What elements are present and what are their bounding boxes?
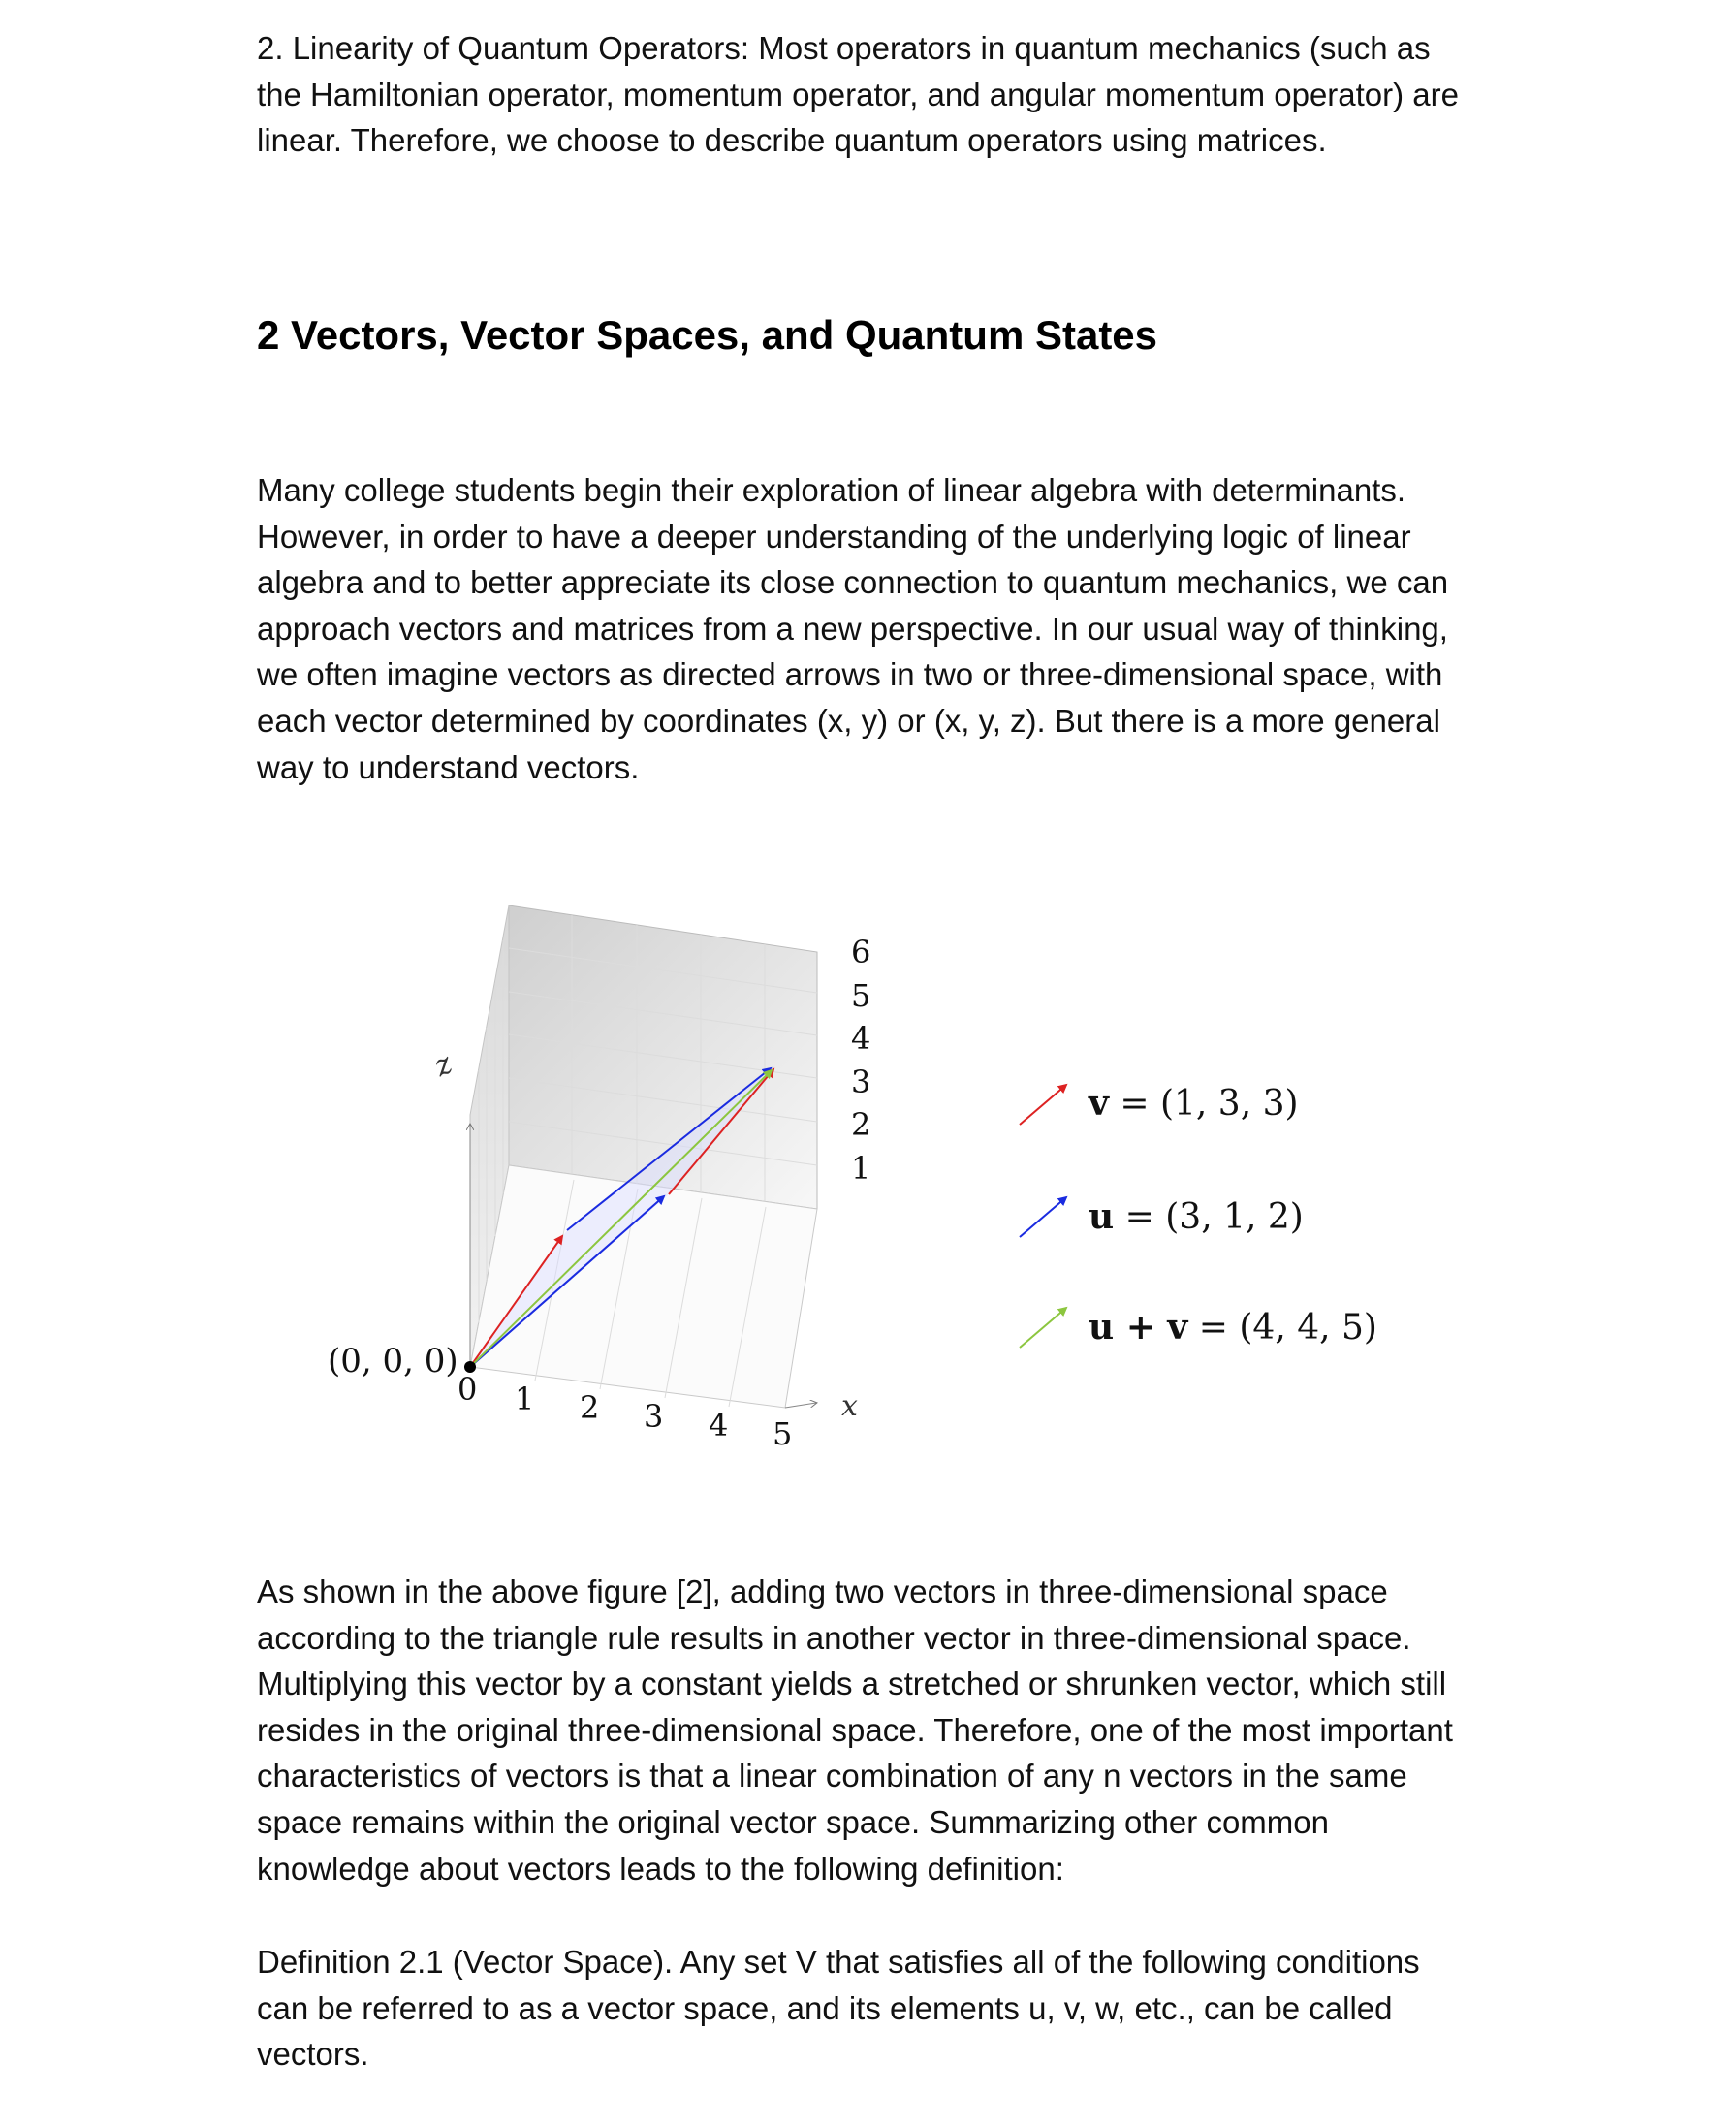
text-line: As shown in the above figure [2], adding two vectors in three-dimensional space <box>257 1573 1388 1609</box>
vector-addition-figure <box>291 892 1405 1474</box>
text-line: linear. Therefore, we choose to describe quantum operators using matrices. <box>257 122 1327 159</box>
text-line: resides in the original three-dimensional space. Therefore, one of the most important <box>257 1711 1453 1748</box>
legend-label-sum: u + v = (4, 4, 5) <box>1089 1307 1377 1348</box>
y-tick-labels <box>851 934 870 1187</box>
x-tick-label: 4 <box>709 1407 729 1444</box>
text-line: knowledge about vectors leads to the following definition: <box>257 1850 1064 1887</box>
z-axis-label: z <box>428 1046 458 1084</box>
origin-label: (0, 0, 0) <box>328 1342 458 1381</box>
y-tick-label: 2 <box>851 1106 871 1143</box>
body-paragraph-1 <box>257 467 1517 790</box>
text-line: space remains within the original vector space. Summarizing other common <box>257 1803 1329 1840</box>
y-tick-label: 3 <box>851 1064 871 1100</box>
legend-item-v <box>1020 1083 1299 1125</box>
text-line: way to understand vectors. <box>257 748 640 785</box>
text-line: we often imagine vectors as directed arrows in two or three-dimensional space, with <box>257 656 1443 693</box>
text-line: each vector determined by coordinates (x, y) or (x, y, z). But there is a more general <box>257 702 1440 739</box>
text-line: Many college students begin their exploration of linear algebra with determinants. <box>257 472 1406 508</box>
legend-arrow-u <box>1020 1197 1066 1237</box>
text-line: 2. Linearity of Quantum Operators: Most operators in quantum mechanics (such as <box>257 30 1431 66</box>
text-line: Multiplying this vector by a constant yields a stretched or shrunken vector, which still <box>257 1666 1447 1702</box>
intro-paragraph <box>257 25 1517 164</box>
x-tick-label: 1 <box>515 1381 535 1417</box>
legend-label-u: u = (3, 1, 2) <box>1089 1196 1304 1237</box>
y-tick-label: 6 <box>851 934 871 970</box>
legend-arrow-sum <box>1020 1308 1066 1348</box>
legend-label-v: v = (1, 3, 3) <box>1089 1083 1299 1124</box>
text-line: vectors. <box>257 2036 369 2073</box>
x-tick-label: 5 <box>773 1415 793 1452</box>
x-axis-label: x <box>841 1389 858 1423</box>
section-heading: 2 Vectors, Vector Spaces, and Quantum States <box>257 312 1158 358</box>
text-line: algebra and to better appreciate its close connection to quantum mechanics, we can <box>257 564 1449 601</box>
figure-legend <box>1020 1083 1377 1348</box>
text-line: the Hamiltonian operator, momentum operator, and angular momentum operator) are <box>257 76 1459 112</box>
definition-paragraph <box>257 1939 1517 2078</box>
legend-item-sum <box>1020 1307 1377 1348</box>
y-tick-label: 5 <box>851 977 871 1014</box>
legend-arrow-v <box>1020 1085 1066 1125</box>
body-paragraph-2 <box>257 1569 1517 1891</box>
x-tick-label: 2 <box>580 1389 600 1426</box>
x-tick-label: 3 <box>644 1398 664 1435</box>
text-line: characteristics of vectors is that a linear combination of any n vectors in the same <box>257 1758 1407 1794</box>
text-line: according to the triangle rule results in another vector in three-dimensional space. <box>257 1619 1411 1656</box>
x-tick-label: 0 <box>458 1371 478 1408</box>
y-tick-label: 1 <box>851 1150 871 1187</box>
x-axis <box>785 1403 816 1408</box>
text-line: can be referred to as a vector space, and its elements u, v, w, etc., can be called <box>257 1989 1393 2026</box>
text-line: Definition 2.1 (Vector Space). Any set V that satisfies all of the following conditions <box>257 1944 1420 1980</box>
text-line: approach vectors and matrices from a new perspective. In our usual way of thinking, <box>257 610 1448 647</box>
legend-item-u <box>1020 1196 1304 1237</box>
y-tick-label: 4 <box>851 1020 871 1057</box>
text-line: However, in order to have a deeper understanding of the underlying logic of linear <box>257 518 1411 555</box>
